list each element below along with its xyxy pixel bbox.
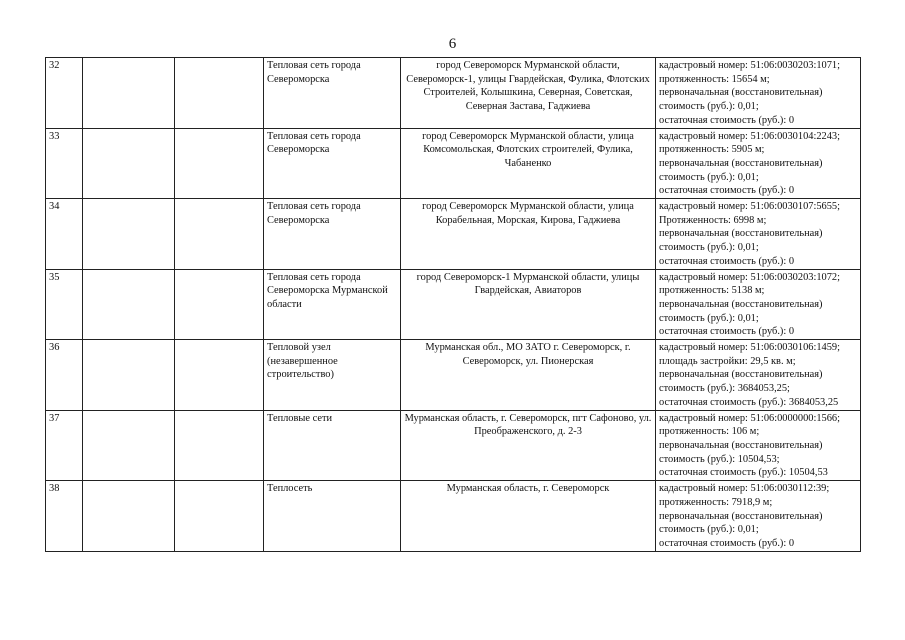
characteristic-line: первоначальная (восстановительная) — [659, 228, 823, 240]
empty-cell — [83, 481, 175, 552]
table-row — [46, 410, 861, 481]
table-row — [46, 481, 861, 552]
characteristic-line: первоначальная (восстановительная) — [659, 439, 823, 451]
characteristic-line: остаточная стоимость (руб.): 0 — [659, 114, 795, 126]
object-name: Тепловая сеть города Североморска Мурманской области — [267, 271, 388, 310]
characteristic-line: протяженность: 5905 м; — [659, 144, 765, 156]
characteristic-line: остаточная стоимость (руб.): 3684053,25 — [659, 396, 839, 408]
object-address: Мурманская область, г. Североморск, пгт Сафоново, ул. Преображенского, д. 2-3 — [404, 412, 652, 438]
characteristic-line: кадастровый номер: 51:06:0030112:39; — [659, 483, 830, 495]
object-name-cell — [264, 340, 401, 411]
object-address: Мурманская область, г. Североморск — [446, 483, 610, 495]
object-name: Тепловой узел (незавершенное строительство) — [267, 342, 338, 381]
characteristic-line: стоимость (руб.): 0,01; — [659, 524, 759, 536]
characteristic-line: остаточная стоимость (руб.): 0 — [659, 255, 795, 267]
characteristic-line: стоимость (руб.): 3684053,25; — [659, 383, 790, 395]
object-name-cell — [264, 128, 401, 199]
characteristic-line: протяженность: 15654 м; — [659, 73, 770, 85]
address-cell — [401, 199, 656, 270]
characteristic-line: протяженность: 5138 м; — [659, 285, 765, 297]
empty-cell — [175, 58, 264, 129]
empty-cell — [175, 199, 264, 270]
characteristic-line: кадастровый номер: 51:06:0030107:5655; — [659, 201, 841, 213]
characteristics-cell — [656, 269, 861, 340]
address-cell — [401, 58, 656, 129]
address-cell — [401, 481, 656, 552]
characteristic-line: кадастровый номер: 51:06:0030203:1072; — [659, 271, 841, 283]
row-number-cell: 36 — [46, 340, 83, 411]
empty-cell — [175, 128, 264, 199]
empty-cell — [175, 340, 264, 411]
table-row — [46, 58, 861, 129]
characteristic-line: первоначальная (восстановительная) — [659, 157, 823, 169]
address-cell — [401, 269, 656, 340]
empty-cell — [83, 269, 175, 340]
characteristic-line: остаточная стоимость (руб.): 0 — [659, 326, 795, 338]
characteristic-line: первоначальная (восстановительная) — [659, 510, 823, 522]
empty-cell — [175, 410, 264, 481]
table-row — [46, 269, 861, 340]
empty-cell — [83, 128, 175, 199]
characteristic-line: остаточная стоимость (руб.): 0 — [659, 537, 795, 549]
characteristics-cell — [656, 410, 861, 481]
object-name-cell — [264, 410, 401, 481]
table-row — [46, 199, 861, 270]
characteristic-line: стоимость (руб.): 0,01; — [659, 101, 759, 113]
page-number: 6 — [448, 36, 457, 52]
row-number-cell: 37 — [46, 410, 83, 481]
empty-cell — [83, 199, 175, 270]
empty-cell — [83, 340, 175, 411]
row-number-cell: 33 — [46, 128, 83, 199]
object-name: Тепловая сеть города Североморска — [267, 130, 361, 156]
object-name: Тепловая сеть города Североморска — [267, 201, 361, 226]
empty-cell — [83, 410, 175, 481]
characteristic-line: кадастровый номер: 51:06:0030106:1459; — [659, 342, 841, 354]
characteristic-line: остаточная стоимость (руб.): 0 — [659, 185, 795, 197]
object-address: Мурманская обл., МО ЗАТО г. Североморск, г. Североморск, ул. Пионерская — [425, 342, 631, 367]
characteristic-line: протяженность: 7918,9 м; — [659, 496, 773, 508]
address-cell — [401, 410, 656, 481]
object-name: Тепловая сеть города Североморска — [267, 60, 361, 85]
characteristic-line: кадастровый номер: 51:06:0000000:1566; — [659, 412, 841, 424]
object-address: город Североморск Мурманской области, Североморск-1, улицы Гвардейская, Фулика, Флотских Строителей, Колышкина, Северная, Советская, Северная Застава, Гаджиева — [406, 60, 650, 113]
characteristic-line: площадь застройки: 29,5 кв. м; — [659, 355, 796, 367]
characteristics-cell — [656, 128, 861, 199]
characteristic-line: стоимость (руб.): 0,01; — [659, 242, 759, 254]
empty-cell — [175, 269, 264, 340]
table-row — [46, 340, 861, 411]
empty-cell — [175, 481, 264, 552]
object-name-cell — [264, 199, 401, 270]
object-name-cell — [264, 481, 401, 552]
object-name: Теплосеть — [267, 483, 313, 495]
empty-cell — [83, 58, 175, 129]
row-number-cell: 38 — [46, 481, 83, 552]
object-name-cell — [264, 269, 401, 340]
characteristic-line: кадастровый номер: 51:06:0030203:1071; — [659, 60, 841, 71]
characteristic-line: протяженность: 106 м; — [659, 426, 760, 438]
object-name-cell — [264, 58, 401, 129]
characteristics-cell — [656, 340, 861, 411]
registry-table-body — [46, 58, 861, 552]
row-number-cell: 32 — [46, 58, 83, 129]
row-number-cell: 35 — [46, 269, 83, 340]
characteristic-line: стоимость (руб.): 10504,53; — [659, 453, 780, 465]
object-name: Тепловые сети — [267, 412, 333, 424]
characteristic-line: остаточная стоимость (руб.): 10504,53 — [659, 467, 828, 479]
characteristic-line: первоначальная (восстановительная) — [659, 369, 823, 381]
object-address: город Североморск Мурманской области, улица Корабельная, Морская, Кирова, Гаджиева — [422, 201, 634, 226]
object-address: город Североморск Мурманской области, улица Комсомольская, Флотских строителей, Фулика, Чабаненко — [422, 130, 634, 169]
object-address: город Североморск-1 Мурманской области, улицы Гвардейская, Авиаторов — [416, 271, 640, 297]
characteristic-line: первоначальная (восстановительная) — [659, 298, 823, 310]
row-number-cell: 34 — [46, 199, 83, 270]
characteristics-cell — [656, 58, 861, 129]
characteristics-cell — [656, 481, 861, 552]
characteristic-line: стоимость (руб.): 0,01; — [659, 312, 759, 324]
characteristic-line: кадастровый номер: 51:06:0030104:2243; — [659, 130, 841, 142]
address-cell — [401, 128, 656, 199]
characteristic-line: первоначальная (восстановительная) — [659, 87, 823, 99]
address-cell — [401, 340, 656, 411]
characteristic-line: Протяженность: 6998 м; — [659, 214, 767, 226]
characteristics-cell — [656, 199, 861, 270]
table-row — [46, 128, 861, 199]
characteristic-line: стоимость (руб.): 0,01; — [659, 171, 759, 183]
property-registry-table — [45, 57, 861, 552]
